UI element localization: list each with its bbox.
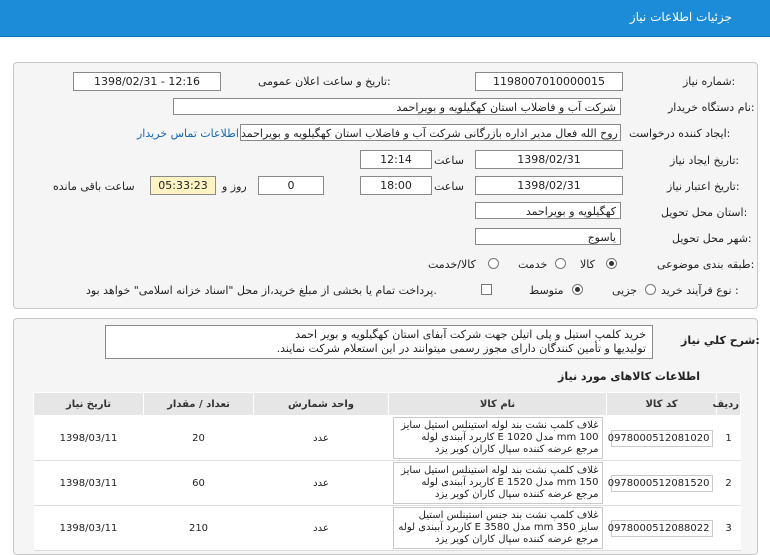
summary-line-1: خرید کلمپ استیل و پلی اتیلن جهت شرکت آبفای استان کهگیلویه و بویر احمد — [295, 328, 646, 341]
remaining-label: ساعت باقی مانده — [53, 180, 135, 193]
buyer-contact-link[interactable]: اطلاعات تماس خریدار — [137, 127, 239, 140]
category-service-label: خدمت — [518, 258, 548, 271]
row-qty: 60 — [144, 461, 254, 506]
creator-field: روح الله فعال مدیر اداره بازرگانی شرکت آب و فاضلاب استان کهگیلویه و بویراحمد — [240, 124, 621, 141]
valid-date-field: 1398/02/31 — [475, 176, 623, 195]
province-label: استان محل تحویل: — [661, 206, 748, 219]
create-time-field: 12:14 — [360, 150, 432, 169]
announce-field: 1398/02/31 - 12:16 — [73, 72, 221, 91]
process-label: نوع فرآیند خرید : — [661, 284, 739, 297]
process-partial-label: جزیی — [612, 284, 638, 297]
row-unit: عدد — [254, 506, 389, 551]
page-header — [0, 0, 770, 37]
row-qty: 20 — [144, 416, 254, 461]
col-qty: تعداد / مقدار — [144, 393, 254, 416]
row-name: غلاف کلمپ نشت بند جنس استینلس استیل سایز 350 mm مدل E 3580 کاربرد آببندی لوله مرجع عرضه کننده سپال کاران کویر یزد — [393, 507, 603, 549]
row-name: غلاف کلمپ نشت بند لوله استینلس استیل سایز 150 mm مدل E 1520 کاربرد آببندی لوله مرجع عرضه کننده سپال کاران کویر یزد — [393, 462, 603, 504]
need-number-field: 1198007010000015 — [475, 72, 623, 91]
payment-checkbox[interactable] — [481, 284, 492, 295]
table-row — [34, 416, 741, 461]
row-index: 1 — [717, 416, 741, 461]
process-partial-radio[interactable] — [645, 284, 656, 295]
row-date: 1398/03/11 — [34, 416, 144, 461]
col-index: ردیف — [717, 393, 741, 416]
province-field: کهگیلویه و بویراحمد — [475, 202, 621, 219]
row-name: غلاف کلمپ نشت بند لوله استینلس استیل سایز 100 mm مدل E 1020 کاربرد آببندی لوله مرجع عرضه کننده سپال کاران کویر یزد — [393, 417, 603, 459]
valid-time-label: ساعت — [434, 180, 464, 193]
category-service-radio[interactable] — [555, 258, 566, 269]
valid-time-field: 18:00 — [360, 176, 432, 195]
need-number-label: شماره نیاز: — [683, 75, 736, 88]
buyer-label: نام دستگاه خریدار: — [668, 101, 755, 114]
day-and-label: روز و — [222, 180, 247, 193]
col-unit: واحد شمارش — [254, 393, 389, 416]
row-code: 0978000512088022 — [611, 520, 713, 537]
valid-date-label: تاریخ اعتبار نیاز: — [667, 180, 740, 193]
col-code: کد کالا — [607, 393, 717, 416]
process-medium-radio[interactable] — [572, 284, 583, 295]
category-goods-label: کالا — [580, 258, 595, 271]
table-row — [34, 506, 741, 551]
table-row — [34, 461, 741, 506]
category-label: طبقه بندی موضوعی: — [657, 258, 755, 271]
days-field: 0 — [258, 176, 324, 195]
row-code: 0978000512081520 — [611, 475, 713, 492]
row-qty: 210 — [144, 506, 254, 551]
items-section-title: اطلاعات کالاهای مورد نیاز — [558, 370, 700, 383]
summary-text-box — [105, 325, 653, 359]
city-field: یاسوج — [475, 228, 621, 245]
creator-label: ایجاد کننده درخواست: — [629, 127, 731, 140]
create-date-label: تاریخ ایجاد نیاز: — [670, 154, 740, 167]
col-name: نام کالا — [389, 393, 607, 416]
process-medium-label: متوسط — [529, 284, 564, 297]
summary-label: شرح کلي نياز: — [681, 334, 760, 347]
category-goods-radio[interactable] — [606, 258, 617, 269]
page-title: جزئیات اطلاعات نیاز — [629, 10, 732, 24]
create-time-label: ساعت — [434, 154, 464, 167]
summary-line-2: تولیدیها و تأمین کنندگان دارای مجوز رسمی میتوانند در این استعلام شرکت نمایند. — [276, 342, 646, 355]
row-index: 2 — [717, 461, 741, 506]
row-index: 3 — [717, 506, 741, 551]
row-unit: عدد — [254, 461, 389, 506]
row-code: 0978000512081020 — [611, 430, 713, 447]
city-label: شهر محل تحویل: — [672, 232, 752, 245]
row-date: 1398/03/11 — [34, 461, 144, 506]
category-goods-service-radio[interactable] — [488, 258, 499, 269]
buyer-field: شرکت آب و فاضلاب استان کهگیلویه و بویراحمد — [173, 98, 621, 115]
category-goods-service-label: کالا/خدمت — [428, 258, 476, 271]
items-table — [33, 392, 741, 551]
remaining-time-field: 05:33:23 — [150, 176, 216, 195]
row-date: 1398/03/11 — [34, 506, 144, 551]
create-date-field: 1398/02/31 — [475, 150, 623, 169]
items-header-row — [34, 393, 741, 416]
col-date: تاریخ نیاز — [34, 393, 144, 416]
announce-label: تاریخ و ساعت اعلان عمومی: — [258, 75, 391, 88]
row-unit: عدد — [254, 416, 389, 461]
payment-note: پرداخت تمام یا بخشی از مبلغ خرید،از محل "اسناد خزانه اسلامی" خواهد بود. — [86, 284, 437, 297]
